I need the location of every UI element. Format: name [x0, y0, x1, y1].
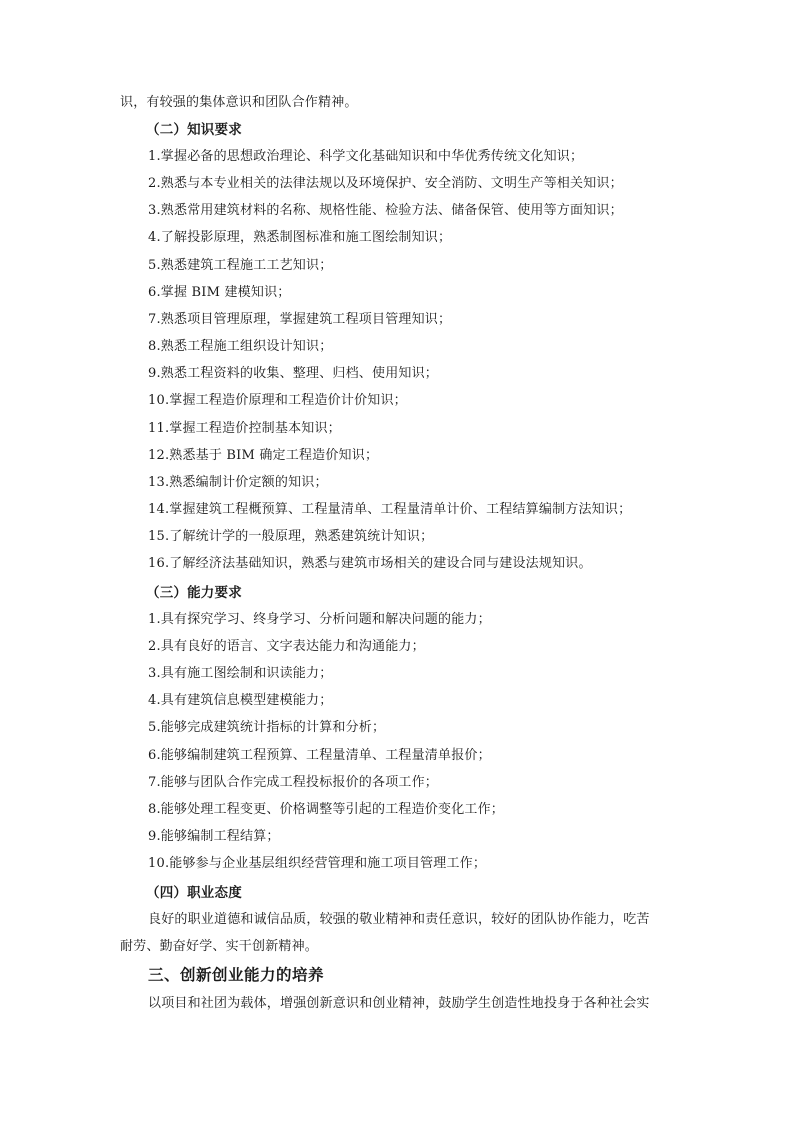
section3-text-line1: 以项目和社团为载体，增强创新意识和创业精神，鼓励学生创造性地投身于各种社会实: [148, 996, 650, 1011]
ability-item-9: 9.能够编制工程结算；: [148, 828, 280, 844]
ability-item-4: 4.具有建筑信息模型建模能力；: [148, 693, 333, 709]
ability-item-7: 7.能够与团队合作完成工程投标报价的各项工作；: [148, 774, 439, 790]
knowledge-item-11: 11.掌握工程造价控制基本知识；: [148, 420, 341, 436]
ability-item-5: 5.能够完成建筑统计指标的计算和分析；: [148, 720, 386, 736]
knowledge-item-4: 4.了解投影原理，熟悉制图标准和施工图绘制知识；: [148, 230, 452, 246]
knowledge-item-13: 13.熟悉编制计价定额的知识；: [148, 474, 328, 490]
knowledge-item-9: 9.熟悉工程资料的收集、整理、归档、使用知识；: [148, 366, 439, 382]
ability-item-3: 3.具有施工图绘制和识读能力；: [148, 666, 333, 682]
knowledge-item-1: 1.掌握必备的思想政治理论、科学文化基础知识和中华优秀传统文化知识；: [148, 149, 584, 164]
knowledge-heading: （二）知识要求: [146, 122, 242, 138]
knowledge-item-6: 6.掌握 BIM 建模知识；: [148, 284, 291, 300]
section3-heading: 三、创新创业能力的培养: [148, 965, 325, 984]
attitude-text-line1: 良好的职业道德和诚信品质，较强的敬业精神和责任意识，较好的团队协作能力，吃苦: [148, 912, 650, 927]
knowledge-item-14: 14.掌握建筑工程概预算、工程量清单、工程量清单计价、工程结算编制方法知识；: [148, 501, 632, 517]
ability-item-8: 8.能够处理工程变更、价格调整等引起的工程造价变化工作；: [148, 801, 505, 817]
knowledge-item-7: 7.熟悉项目管理原理，掌握建筑工程项目管理知识；: [148, 311, 452, 327]
knowledge-item-8: 8.熟悉工程施工组织设计知识；: [148, 339, 333, 355]
knowledge-item-12: 12.熟悉基于 BIM 确定工程造价知识；: [148, 447, 379, 463]
attitude-heading: （四）职业态度: [146, 885, 242, 901]
intro-tail-text: 识，有较强的集体意识和团队合作精神。: [120, 95, 358, 110]
attitude-text-line2: 耐劳、勤奋好学、实干创新精神。: [120, 939, 319, 954]
ability-item-10: 10.能够参与企业基层组织经营管理和施工项目管理工作；: [148, 855, 487, 871]
knowledge-item-5: 5.熟悉建筑工程施工工艺知识；: [148, 257, 333, 273]
knowledge-item-10: 10.掌握工程造价原理和工程造价计价知识；: [148, 393, 407, 409]
ability-item-2: 2.具有良好的语言、文字表达能力和沟通能力；: [148, 639, 425, 655]
ability-item-1: 1.具有探究学习、终身学习、分析问题和解决问题的能力；: [148, 612, 491, 627]
knowledge-item-3: 3.熟悉常用建筑材料的名称、规格性能、检验方法、储备保管、使用等方面知识；: [148, 203, 623, 219]
knowledge-item-15: 15.了解统计学的一般原理，熟悉建筑统计知识；: [148, 529, 434, 545]
knowledge-item-16: 16.了解经济法基础知识，熟悉与建筑市场相关的建设合同与建设法规知识。: [148, 556, 592, 572]
ability-heading: （三）能力要求: [146, 585, 242, 601]
knowledge-item-2: 2.熟悉与本专业相关的法律法规以及环境保护、安全消防、文明生产等相关知识；: [148, 176, 623, 192]
ability-item-6: 6.能够编制建筑工程预算、工程量清单、工程量清单报价；: [148, 747, 491, 763]
